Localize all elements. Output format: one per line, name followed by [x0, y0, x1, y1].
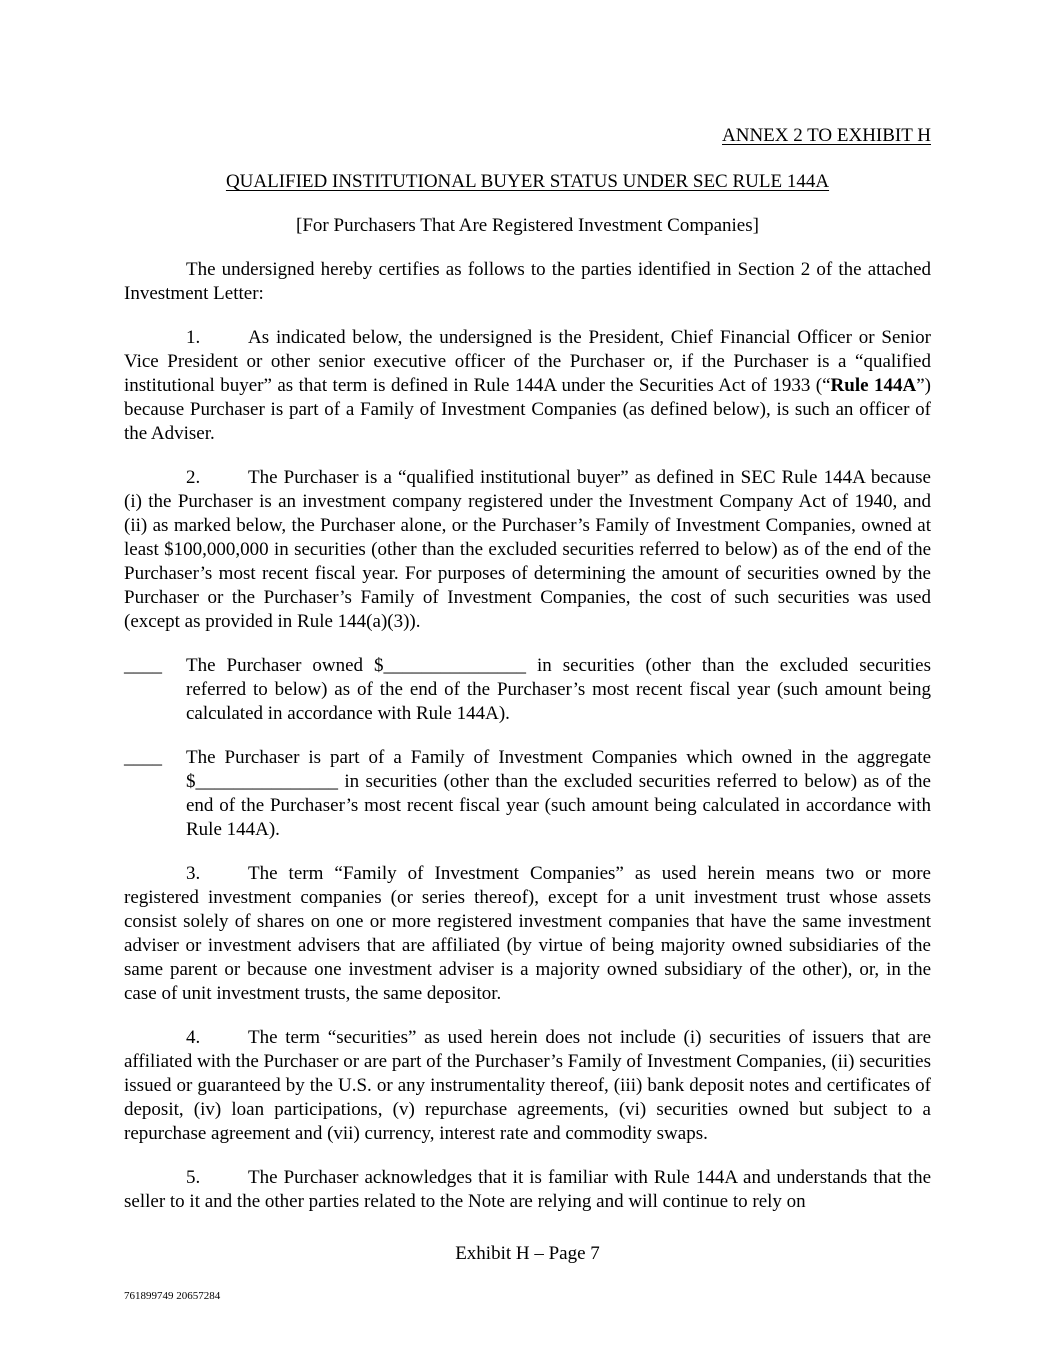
- checkmark-blank[interactable]: ____: [124, 747, 162, 768]
- paragraph-text: The Purchaser is a “qualified institutional buyer” as defined in SEC Rule 144A because (i) the Purchaser is an investment company registered under the Investment Company Act of 1940, and (ii) as marked below, the Purchaser alone, or the Purchaser’s Family of Investment Companies, owned at least $100,000,000 in securities (other than the excluded securities referred to below) as of the end of the Purchaser’s most recent fiscal year. For purposes of determining the amount of securities owned by the Purchaser or the Purchaser’s Family of Investment Companies, the cost of such securities was used (except as provided in Rule 144(a)(3)).: [124, 467, 931, 632]
- document-subtitle: [For Purchasers That Are Registered Investment Companies]: [296, 215, 759, 236]
- paragraph-text: The term “securities” as used herein does not include (i) securities of issuers that are affiliated with the Purchaser or are part of the Purchaser’s Family of Investment Companies, (ii) securities issued or guaranteed by the U.S. or any instrumentality thereof, (iii) bank deposit notes and certificates of deposit, (iv) loan participations, (v) repurchase agreements, (vi) securities owned but subject to a repurchase agreement and (vii) currency, interest rate and commodity swaps.: [124, 1027, 931, 1144]
- paragraph-4: [124, 1026, 931, 1146]
- document-id: 761899749 20657284: [124, 1290, 221, 1302]
- checkmark-blank[interactable]: ____: [124, 655, 162, 676]
- option-text: The Purchaser owned $_______________ in securities (other than the excluded securities referred to below) as of the end of the Purchaser’s most recent fiscal year (such amount being calculated in accordance with Rule 144A).: [186, 655, 931, 724]
- option-item: [124, 746, 931, 842]
- defined-term: Rule 144A: [830, 375, 917, 396]
- paragraph-3: [124, 862, 931, 1006]
- paragraph-2: [124, 466, 931, 634]
- paragraph-text: The term “Family of Investment Companies” as used herein means two or more registered investment companies (or series thereof), except for a unit investment trust whose assets consist solely of shares on one or more registered investment companies that have the same investment adviser or investment advisers that are affiliated (by virtue of being majority owned subsidiaries of the same parent or because one investment adviser is a majority owned subsidiary of the other), or, in the case of unit investment trusts, the same depositor.: [124, 863, 931, 1004]
- document-title: QUALIFIED INSTITUTIONAL BUYER STATUS UNDER SEC RULE 144A: [225, 171, 830, 192]
- intro-paragraph: [124, 258, 931, 306]
- option-item: [124, 654, 931, 726]
- option-text: The Purchaser is part of a Family of Investment Companies which owned in the aggregate $_______________ in securities (other than the excluded securities referred to below) as of the end of the Purchaser’s most recent fiscal year (such amount being calculated in accordance with Rule 144A).: [186, 747, 931, 840]
- document-body: [124, 258, 931, 1234]
- paragraph-number: 3.: [186, 863, 201, 884]
- paragraph-number: 2.: [186, 467, 201, 488]
- paragraph-5: [124, 1166, 931, 1214]
- paragraph-1: [124, 326, 931, 446]
- intro-text: The undersigned hereby certifies as follows to the parties identified in Section 2 of the attached Investment Letter:: [124, 259, 931, 304]
- paragraph-text: The Purchaser acknowledges that it is familiar with Rule 144A and understands that the seller to it and the other parties related to the Note are relying and will continue to rely on: [124, 1167, 931, 1212]
- paragraph-number: 4.: [186, 1027, 201, 1048]
- paragraph-text: As indicated below, the undersigned is the President, Chief Financial Officer or Senior Vice President or other senior executive officer of the Purchaser or, if the Purchaser is a “qualified institutional buyer” as that term is defined in Rule 144A under the Securities Act of 1933 (“: [124, 327, 931, 396]
- paragraph-number: 5.: [186, 1167, 201, 1188]
- paragraph-number: 1.: [186, 327, 201, 348]
- paragraph-text: ”) because Purchaser is part of a Family of Investment Companies (as defined below), is such an officer of the Adviser.: [124, 375, 931, 444]
- page-footer: Exhibit H – Page 7: [455, 1243, 600, 1264]
- annex-label: ANNEX 2 TO EXHIBIT H: [722, 125, 931, 146]
